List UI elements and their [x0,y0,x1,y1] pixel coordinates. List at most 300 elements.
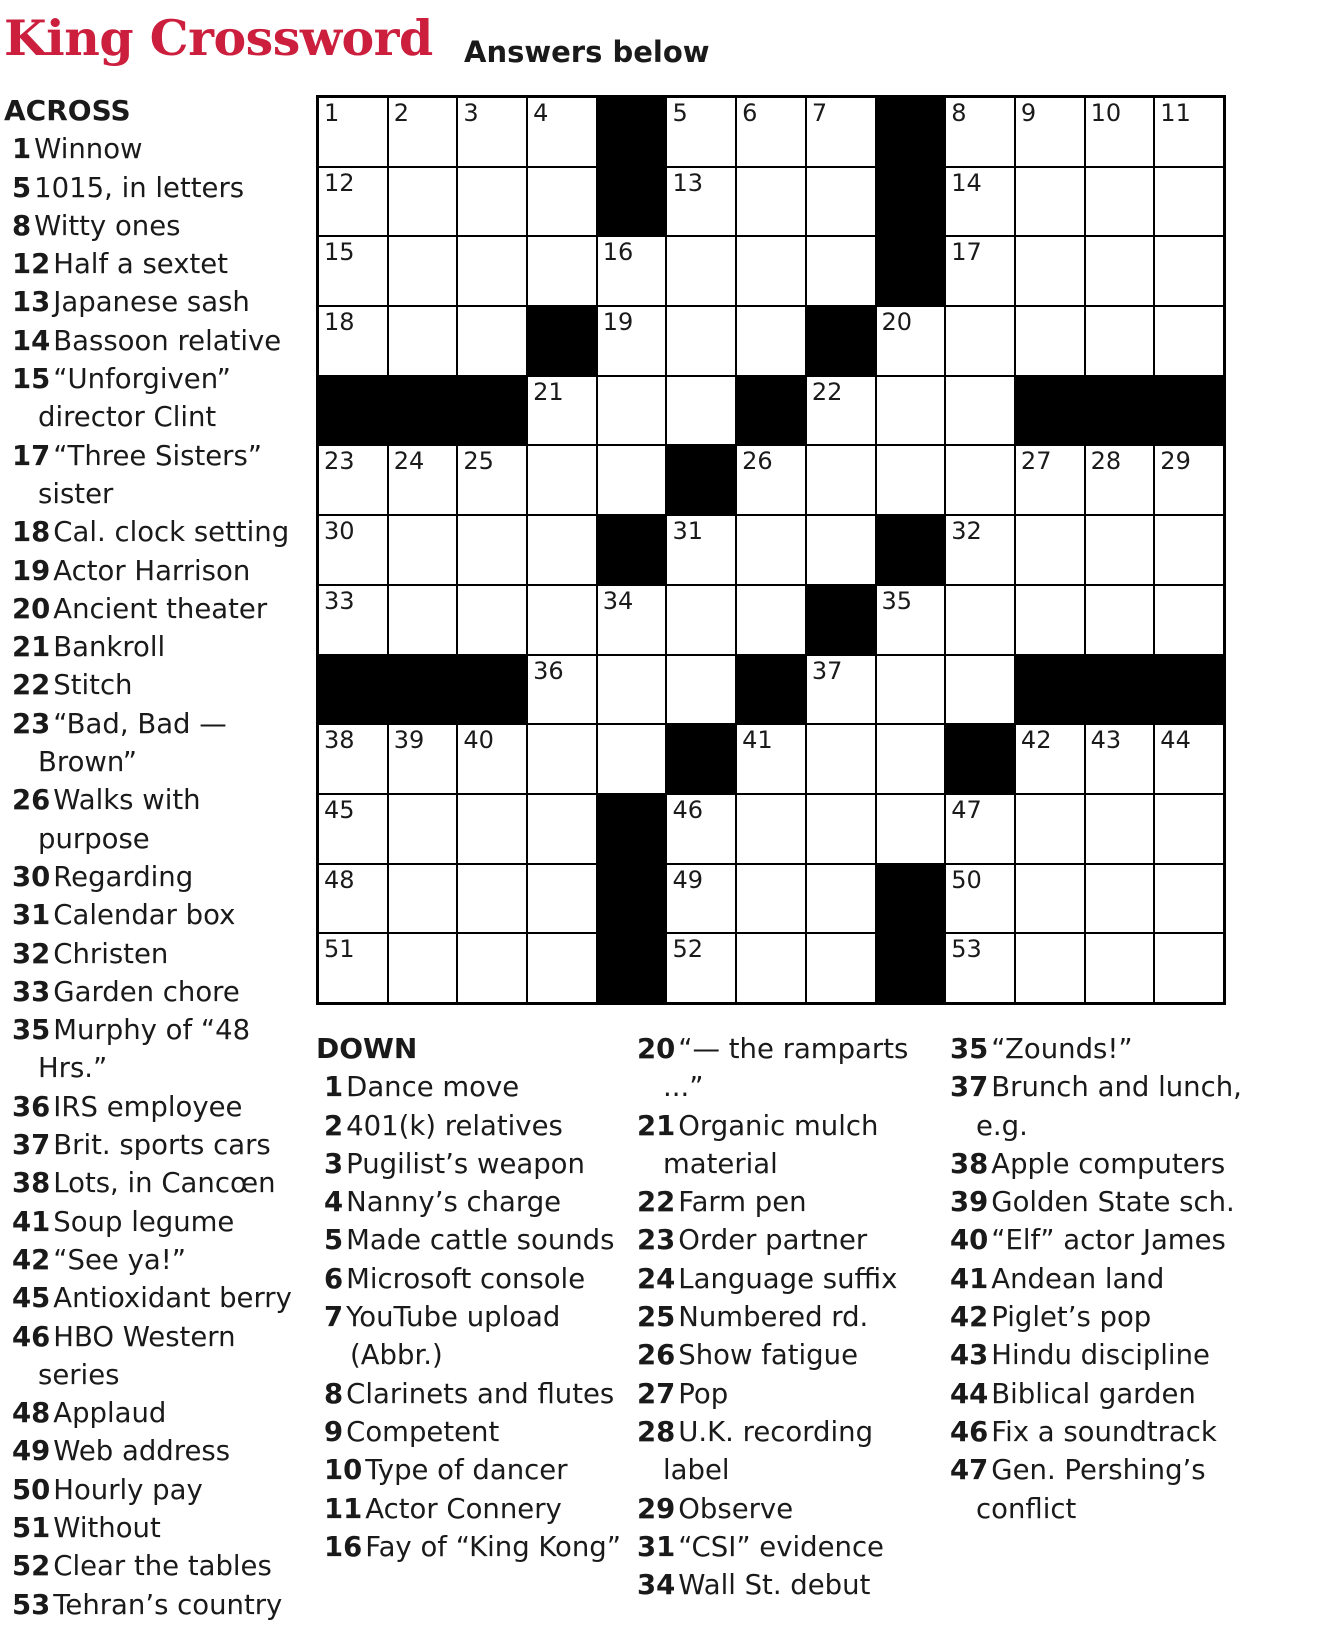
grid-cell[interactable] [946,934,1014,1002]
clue-number: 15 [12,363,51,396]
grid-block [598,98,666,166]
grid-cell[interactable] [319,237,387,305]
cell-number: 1 [324,99,340,127]
clue-text: Tehran’s country [53,1588,283,1621]
grid-cell[interactable] [1155,865,1223,933]
grid-cell[interactable] [528,377,596,445]
grid-cell[interactable] [389,446,457,514]
grid-cell[interactable] [1155,586,1223,654]
grid-cell[interactable] [528,237,596,305]
clue-text: Andean land [991,1262,1165,1295]
down-heading: DOWN [316,1032,418,1065]
clue-text: Antioxidant berry [53,1282,292,1315]
grid-block [667,725,735,793]
clue-number: 33 [12,975,51,1008]
grid-cell[interactable] [1155,516,1223,584]
clue-number: 5 [324,1224,344,1257]
across-clue [4,705,314,782]
grid-cell[interactable] [807,377,875,445]
clue-text: Actor Harrison [53,554,251,587]
clue-number: 8 [324,1377,344,1410]
grid-cell[interactable] [946,516,1014,584]
grid-cell[interactable] [1016,586,1084,654]
clue-text: Clarinets and flutes [346,1377,615,1410]
clue-text: Pugilist’s weapon [346,1147,585,1180]
grid-cell[interactable] [1155,98,1223,166]
grid-cell[interactable] [807,516,875,584]
grid-cell[interactable] [946,586,1014,654]
down-clue [942,1221,1242,1259]
grid-cell[interactable] [667,377,735,445]
grid-cell[interactable] [1086,795,1154,863]
grid-block [1155,656,1223,724]
grid-cell[interactable] [458,446,526,514]
clue-text: “See ya!” [53,1243,186,1276]
clue-number: 41 [12,1205,51,1238]
clue-text: “Zounds!” [991,1033,1133,1065]
clue-text: Order partner [678,1224,868,1257]
down-clue [629,1107,944,1184]
grid-cell[interactable] [1086,168,1154,236]
grid-block [389,656,457,724]
clue-number: 38 [12,1167,51,1200]
grid-cell[interactable] [389,307,457,375]
grid-cell[interactable] [737,307,805,375]
grid-cell[interactable] [946,307,1014,375]
clue-text: Christen [53,937,169,970]
grid-cell[interactable] [946,377,1014,445]
grid-cell[interactable] [598,586,666,654]
cell-number: 42 [1020,726,1052,755]
clue-number: 39 [950,1186,989,1219]
grid-cell[interactable] [1155,795,1223,863]
grid-cell[interactable] [1016,307,1084,375]
grid-cell[interactable] [807,98,875,166]
grid-cell[interactable] [1155,934,1223,1002]
grid-cell[interactable] [528,586,596,654]
grid-cell[interactable] [528,98,596,166]
cell-number: 34 [602,586,634,615]
grid-cell[interactable] [1155,446,1223,514]
clue-text: Microsoft console [346,1262,586,1295]
grid-cell[interactable] [458,307,526,375]
grid-cell[interactable] [1086,98,1154,166]
grid-cell[interactable] [1155,237,1223,305]
down-clue [316,1451,631,1489]
clue-text: Stitch [53,669,133,702]
grid-block [946,725,1014,793]
grid-cell[interactable] [319,725,387,793]
grid-cell[interactable] [528,516,596,584]
grid-cell[interactable] [528,725,596,793]
across-heading: ACROSS [4,94,131,127]
cell-number: 32 [951,517,982,546]
clue-number: 37 [950,1071,989,1104]
across-clue [4,1011,314,1088]
grid-cell[interactable] [737,168,805,236]
clue-text: “CSI” evidence [678,1530,884,1563]
grid-cell[interactable] [946,795,1014,863]
grid-block [807,307,875,375]
across-clue [4,207,314,245]
across-clue [4,245,314,283]
across-clue [4,935,314,973]
cell-number: 51 [324,935,355,964]
clue-text: Dance move [346,1071,520,1104]
grid-cell[interactable] [598,725,666,793]
grid-cell[interactable] [807,725,875,793]
cell-number: 37 [811,656,843,685]
grid-cell[interactable] [1016,725,1084,793]
grid-cell[interactable] [737,446,805,514]
clue-number: 46 [950,1415,989,1448]
clue-number: 21 [637,1109,676,1142]
grid-block [598,168,666,236]
cell-number: 2 [393,99,409,127]
across-clue [4,552,314,590]
cell-number: 5 [672,99,688,127]
cell-number: 31 [672,517,703,546]
grid-block [737,656,805,724]
clue-text: Witty ones [34,209,181,242]
grid-cell[interactable] [598,377,666,445]
grid-cell[interactable] [528,656,596,724]
cell-number: 29 [1160,447,1191,476]
grid-block [667,446,735,514]
grid-cell[interactable] [946,168,1014,236]
grid-cell[interactable] [667,586,735,654]
clue-number: 32 [12,937,51,970]
cell-number: 19 [602,308,634,337]
clue-number: 5 [12,171,32,204]
clue-number: 19 [12,554,51,587]
grid-block [877,516,945,584]
grid-block [1086,656,1154,724]
grid-cell[interactable] [1086,446,1154,514]
clue-number: 14 [12,324,51,357]
down-clues-col-2 [629,1030,944,1604]
cell-number: 22 [811,377,843,406]
down-clue [942,1298,1242,1336]
grid-block [1086,377,1154,445]
grid-cell[interactable] [389,586,457,654]
grid-cell[interactable] [877,656,945,724]
grid-cell[interactable] [737,516,805,584]
clue-number: 22 [637,1186,676,1219]
clue-number: 37 [12,1129,51,1162]
grid-cell[interactable] [667,237,735,305]
clue-number: 9 [324,1415,344,1448]
grid-cell[interactable] [389,516,457,584]
grid-cell[interactable] [946,446,1014,514]
clue-text: Cal. clock setting [53,516,290,549]
clue-text: 1015, in letters [34,171,245,204]
grid-cell[interactable] [807,237,875,305]
grid-cell[interactable] [877,725,945,793]
clue-number: 6 [324,1262,344,1295]
grid-cell[interactable] [1016,934,1084,1002]
clue-number: 30 [12,860,51,893]
grid-block [598,795,666,863]
cell-number: 25 [463,447,494,476]
grid-cell[interactable] [807,168,875,236]
across-clue [4,628,314,666]
grid-cell[interactable] [598,237,666,305]
grid-cell[interactable] [1086,725,1154,793]
grid-cell[interactable] [667,865,735,933]
grid-cell[interactable] [458,795,526,863]
grid-block [737,377,805,445]
clue-number: 26 [12,784,51,817]
grid-cell[interactable] [458,586,526,654]
cell-number: 43 [1090,726,1122,755]
across-clue [4,437,314,514]
cell-number: 52 [672,935,703,964]
grid-cell[interactable] [946,98,1014,166]
grid-cell[interactable] [528,865,596,933]
cell-number: 47 [951,795,982,824]
grid-cell[interactable] [737,865,805,933]
down-clue [629,1298,944,1336]
grid-block [319,656,387,724]
grid-cell[interactable] [319,586,387,654]
cell-number: 9 [1020,99,1037,127]
clue-text: Without [53,1511,161,1544]
down-clue [629,1030,944,1107]
clue-text: Gen. Pershing’s conflict [976,1454,1206,1525]
down-clue [316,1413,631,1451]
down-clue [629,1375,944,1413]
grid-cell[interactable] [528,168,596,236]
down-clue [316,1528,631,1566]
grid-cell[interactable] [458,865,526,933]
grid-block [877,934,945,1002]
clue-number: 20 [637,1033,676,1065]
grid-cell[interactable] [667,656,735,724]
down-clue [316,1490,631,1528]
grid-cell[interactable] [667,307,735,375]
grid-cell[interactable] [319,865,387,933]
down-clue [316,1298,631,1375]
grid-cell[interactable] [389,934,457,1002]
crossword-grid [316,95,1226,1005]
grid-cell[interactable] [807,934,875,1002]
cell-number: 50 [951,865,982,894]
grid-cell[interactable] [667,168,735,236]
cell-number: 18 [324,308,355,337]
answers-note: Answers below [464,35,710,69]
grid-cell[interactable] [598,656,666,724]
grid-cell[interactable] [667,934,735,1002]
grid-cell[interactable] [1016,516,1084,584]
clue-number: 35 [12,1014,51,1047]
clue-number: 3 [324,1147,344,1180]
clue-text: Language suffix [678,1262,898,1295]
clue-text: Lots, in Cancœn [53,1167,276,1200]
across-clue [4,1164,314,1202]
clue-number: 29 [637,1492,676,1525]
grid-cell[interactable] [319,516,387,584]
grid-cell[interactable] [737,586,805,654]
grid-block [598,934,666,1002]
across-clue [4,666,314,704]
grid-cell[interactable] [737,725,805,793]
clue-text: “Unforgiven” director Clint [38,363,231,434]
clue-number: 50 [12,1473,51,1506]
cell-number: 46 [672,795,703,824]
clue-text: IRS employee [53,1090,243,1123]
grid-cell[interactable] [877,307,945,375]
clue-number: 26 [637,1339,676,1372]
grid-cell[interactable] [1016,237,1084,305]
down-clue [629,1566,944,1604]
grid-cell[interactable] [389,98,457,166]
grid-cell[interactable] [737,98,805,166]
grid-cell[interactable] [1086,516,1154,584]
grid-cell[interactable] [319,446,387,514]
grid-block [1016,377,1084,445]
clue-number: 21 [12,631,51,664]
grid-cell[interactable] [1016,446,1084,514]
grid-block [598,516,666,584]
cell-number: 44 [1160,726,1191,755]
grid-cell[interactable] [1086,934,1154,1002]
grid-cell[interactable] [737,795,805,863]
grid-cell[interactable] [877,446,945,514]
cell-number: 21 [533,377,564,406]
grid-cell[interactable] [946,865,1014,933]
grid-cell[interactable] [737,934,805,1002]
grid-cell[interactable] [807,865,875,933]
clue-number: 12 [12,248,51,281]
grid-cell[interactable] [1086,307,1154,375]
cell-number: 35 [881,586,913,615]
down-clue [629,1413,944,1490]
grid-cell[interactable] [458,516,526,584]
grid-cell[interactable] [598,446,666,514]
clue-number: 18 [12,516,51,549]
cell-number: 10 [1090,99,1122,127]
grid-cell[interactable] [1086,586,1154,654]
clue-text: Made cattle sounds [346,1224,615,1257]
clue-number: 48 [12,1397,51,1430]
grid-cell[interactable] [667,516,735,584]
clue-text: Farm pen [678,1186,807,1219]
grid-cell[interactable] [807,446,875,514]
clue-text: Garden chore [53,975,240,1008]
grid-block [319,377,387,445]
grid-cell[interactable] [1016,865,1084,933]
grid-cell[interactable] [319,307,387,375]
clue-text: Fay of “King Kong” [365,1530,622,1563]
grid-cell[interactable] [458,98,526,166]
grid-block [458,656,526,724]
clue-number: 43 [950,1339,989,1372]
grid-cell[interactable] [319,795,387,863]
cell-number: 6 [742,99,758,127]
grid-cell[interactable] [946,656,1014,724]
grid-cell[interactable] [389,795,457,863]
grid-cell[interactable] [458,934,526,1002]
grid-cell[interactable] [1086,865,1154,933]
grid-cell[interactable] [1016,795,1084,863]
down-clues-col-1 [316,1030,631,1566]
grid-block [877,865,945,933]
grid-cell[interactable] [319,168,387,236]
grid-cell[interactable] [528,934,596,1002]
grid-cell[interactable] [877,795,945,863]
across-clue [4,973,314,1011]
grid-cell[interactable] [1155,725,1223,793]
down-clue [316,1145,631,1183]
grid-cell[interactable] [389,725,457,793]
grid-cell[interactable] [458,168,526,236]
grid-cell[interactable] [807,656,875,724]
grid-cell[interactable] [528,795,596,863]
clue-number: 46 [12,1320,51,1353]
clue-text: HBO Western series [38,1320,236,1391]
clue-text: Clear the tables [53,1550,272,1583]
grid-cell[interactable] [319,98,387,166]
across-clue [4,781,314,858]
across-clue [4,1241,314,1279]
page-title: King Crossword [4,9,433,67]
across-clue [4,360,314,437]
grid-cell[interactable] [389,237,457,305]
clue-number: 42 [12,1243,51,1276]
grid-cell[interactable] [1086,237,1154,305]
clue-text: Web address [53,1435,231,1468]
grid-cell[interactable] [528,446,596,514]
cell-number: 26 [742,447,773,476]
clue-text: Apple computers [991,1147,1226,1180]
grid-cell[interactable] [389,865,457,933]
cell-number: 27 [1020,447,1052,476]
clue-text: Half a sextet [53,248,228,281]
across-clue [4,1088,314,1126]
grid-cell[interactable] [807,795,875,863]
clue-text: “Elf” actor James [991,1224,1226,1257]
grid-cell[interactable] [319,934,387,1002]
grid-block [389,377,457,445]
grid-cell[interactable] [877,377,945,445]
clue-text: Hindu discipline [991,1339,1210,1372]
across-clue [4,283,314,321]
grid-cell[interactable] [1016,168,1084,236]
cell-number: 7 [811,99,828,127]
grid-cell[interactable] [598,307,666,375]
grid-cell[interactable] [667,795,735,863]
grid-cell[interactable] [737,237,805,305]
grid-cell[interactable] [946,237,1014,305]
grid-cell[interactable] [877,586,945,654]
clue-text: Numbered rd. [678,1301,869,1334]
clue-number: 23 [12,707,51,740]
grid-cell[interactable] [1155,168,1223,236]
grid-cell[interactable] [667,98,735,166]
down-clue [942,1145,1242,1183]
grid-cell[interactable] [389,168,457,236]
grid-cell[interactable] [458,725,526,793]
grid-cell[interactable] [1016,98,1084,166]
clue-text: Golden State sch. [991,1186,1235,1219]
clue-text: Pop [678,1377,729,1410]
grid-cell[interactable] [458,237,526,305]
cell-number: 38 [324,726,355,755]
grid-cell[interactable] [1155,307,1223,375]
cell-number: 36 [533,656,564,685]
across-clues [4,92,314,1624]
